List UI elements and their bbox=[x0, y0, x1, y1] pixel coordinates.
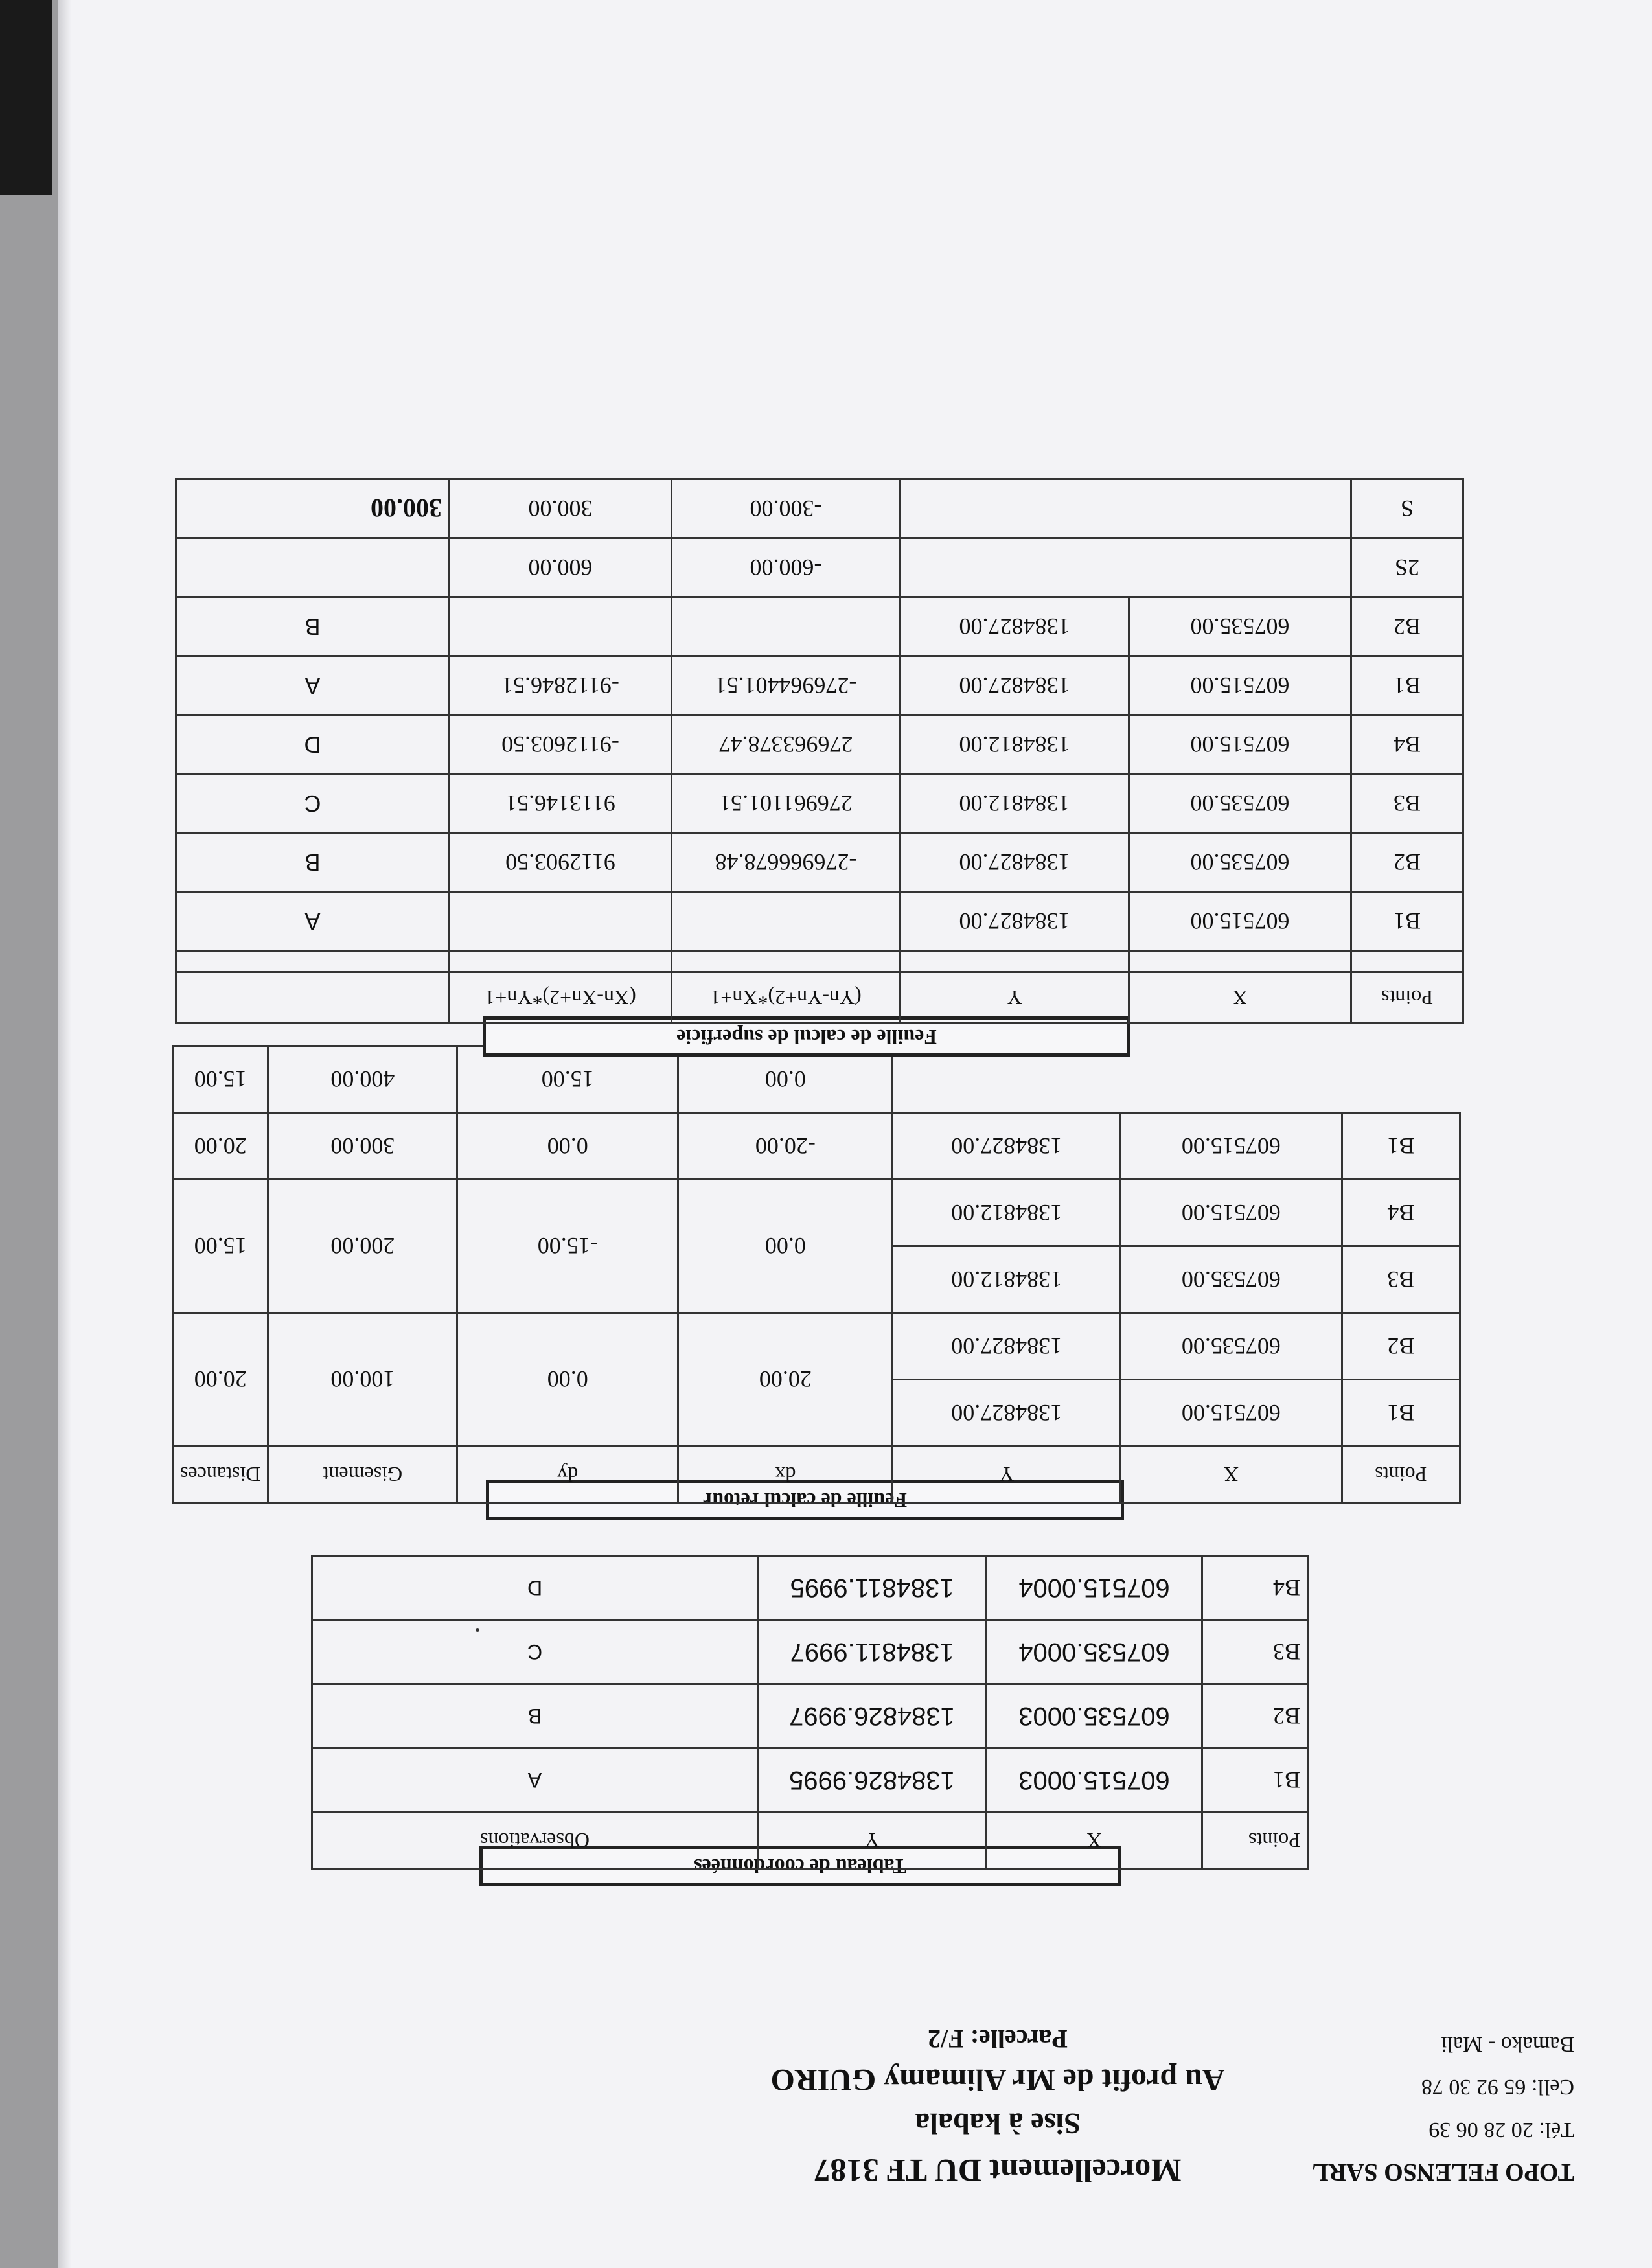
cell-point: B2 bbox=[1351, 833, 1463, 892]
cell-dy: 15.00 bbox=[457, 1046, 678, 1113]
cell-gisement: 400.00 bbox=[268, 1046, 457, 1113]
cell-y: 1384826.9995 bbox=[758, 1748, 987, 1813]
cell-obs: D bbox=[176, 715, 450, 774]
retour-table bbox=[172, 1045, 1461, 1504]
table-row bbox=[173, 1380, 1460, 1447]
cell-point: B1 bbox=[1202, 1748, 1308, 1813]
cell-point: B2 bbox=[1202, 1684, 1308, 1748]
cell-obs: A bbox=[176, 892, 450, 951]
table-row bbox=[312, 1684, 1308, 1748]
cell-obs: C bbox=[312, 1620, 758, 1684]
scanner-corner bbox=[0, 0, 52, 195]
cell-x: 607535.00 bbox=[1129, 774, 1351, 833]
blank-cell bbox=[1342, 1046, 1460, 1113]
table-row bbox=[176, 774, 1463, 833]
table-header-row bbox=[173, 1447, 1460, 1503]
cell-y: 1384811.9997 bbox=[758, 1620, 987, 1684]
cell-dx: 0.00 bbox=[678, 1180, 893, 1313]
cell-x: 607535.00 bbox=[1129, 833, 1351, 892]
cell-dx: -20.00 bbox=[678, 1113, 893, 1180]
col-header: X bbox=[987, 1813, 1202, 1869]
cell-label: 2S bbox=[1351, 538, 1463, 597]
cell-x: 607515.00 bbox=[1121, 1380, 1342, 1447]
area-total: 300.00 bbox=[176, 479, 450, 538]
cell-distance: 15.00 bbox=[173, 1180, 268, 1313]
cell-y: 1384812.00 bbox=[901, 715, 1129, 774]
cell-c1 bbox=[672, 597, 901, 656]
cell-y: 1384812.00 bbox=[893, 1246, 1121, 1313]
table-row bbox=[173, 1246, 1460, 1313]
cell-c1: 276963378.47 bbox=[672, 715, 901, 774]
cell-c1: -276966678.48 bbox=[672, 833, 901, 892]
cell-point: B1 bbox=[1342, 1380, 1460, 1447]
page-edge-shadow bbox=[58, 0, 71, 2268]
cell-point: B4 bbox=[1202, 1556, 1308, 1620]
col-header: (Yn-Yn+2)*Xn+1 bbox=[672, 972, 901, 1024]
cell-c1: -276964401.51 bbox=[672, 656, 901, 715]
cell-y: 1384827.00 bbox=[893, 1313, 1121, 1380]
cell-obs: B bbox=[176, 597, 450, 656]
cell-x: 607515.00 bbox=[1129, 892, 1351, 951]
col-header: Y bbox=[893, 1447, 1121, 1503]
cell-point: B3 bbox=[1351, 774, 1463, 833]
cell-x: 607535.00 bbox=[1121, 1246, 1342, 1313]
scanner-background bbox=[0, 0, 58, 2268]
cell-x: 607535.00 bbox=[1129, 597, 1351, 656]
table-row bbox=[176, 892, 1463, 951]
col-header-blank bbox=[176, 972, 450, 1024]
superficie-table bbox=[175, 478, 1464, 1024]
cell-x: 607515.00 bbox=[1129, 656, 1351, 715]
col-header: Y bbox=[901, 972, 1129, 1024]
cell-c2: -9112846.51 bbox=[450, 656, 672, 715]
cell-obs: B bbox=[312, 1684, 758, 1748]
document-parcel: Parcelle: F/2 bbox=[928, 2024, 1068, 2054]
table-row bbox=[312, 1556, 1308, 1620]
col-header: Points bbox=[1351, 972, 1463, 1024]
col-header: Observations bbox=[312, 1813, 758, 1869]
cell-point: B4 bbox=[1351, 715, 1463, 774]
blank-cell bbox=[901, 479, 1351, 538]
cell-point: B3 bbox=[1202, 1620, 1308, 1684]
cell-y: 1384812.00 bbox=[901, 774, 1129, 833]
table-header-row bbox=[312, 1813, 1308, 1869]
cell-point: B1 bbox=[1351, 892, 1463, 951]
blank-cell bbox=[901, 538, 1351, 597]
table-row bbox=[176, 833, 1463, 892]
cell-gisement: 200.00 bbox=[268, 1180, 457, 1313]
cell-obs: D bbox=[312, 1556, 758, 1620]
company-city: Bamako - Mali bbox=[1441, 2032, 1574, 2056]
cell-x: 607535.0003 bbox=[987, 1684, 1202, 1748]
col-header: Distances bbox=[173, 1447, 268, 1503]
cell-dx: 20.00 bbox=[678, 1313, 893, 1447]
table-row bbox=[176, 656, 1463, 715]
retour-title: Feuille de calcul retour bbox=[486, 1480, 1124, 1520]
document-location: Sise à kabala bbox=[915, 2107, 1081, 2140]
cell-y: 1384827.00 bbox=[901, 892, 1129, 951]
cell-dy: -15.00 bbox=[457, 1180, 678, 1313]
cell-gisement: 100.00 bbox=[268, 1313, 457, 1447]
cell-x: 607515.00 bbox=[1129, 715, 1351, 774]
cell-c2 bbox=[450, 597, 672, 656]
cell-c1 bbox=[672, 892, 901, 951]
cell-c2: 9112903.50 bbox=[450, 833, 672, 892]
coordinates-table bbox=[311, 1555, 1309, 1870]
cell-y: 1384812.00 bbox=[893, 1180, 1121, 1246]
table-row bbox=[312, 1620, 1308, 1684]
table-row bbox=[312, 1748, 1308, 1813]
cell-dy: 0.00 bbox=[457, 1113, 678, 1180]
sum-row-2s bbox=[176, 538, 1463, 597]
table-row bbox=[176, 597, 1463, 656]
cell-x: 607515.0003 bbox=[987, 1748, 1202, 1813]
cell-y: 1384827.00 bbox=[893, 1380, 1121, 1447]
cell-c2 bbox=[450, 892, 672, 951]
col-header: dy bbox=[457, 1447, 678, 1503]
cell-y: 1384826.9997 bbox=[758, 1684, 987, 1748]
cell-distance: 20.00 bbox=[173, 1113, 268, 1180]
table-row bbox=[173, 1113, 1460, 1180]
table-header-row bbox=[176, 972, 1463, 1024]
company-cell: Cell: 65 92 30 78 bbox=[1421, 2075, 1574, 2099]
document-heading bbox=[706, 2021, 1289, 2197]
cell-dy: 0.00 bbox=[457, 1313, 678, 1447]
cell-dx: 0.00 bbox=[678, 1046, 893, 1113]
cell-obs: A bbox=[312, 1748, 758, 1813]
cell-point: B1 bbox=[1342, 1113, 1460, 1180]
cell-c1: -600.00 bbox=[672, 538, 901, 597]
sum-row-s bbox=[176, 479, 1463, 538]
cell-y: 1384827.00 bbox=[901, 833, 1129, 892]
blank-cell bbox=[1121, 1046, 1342, 1113]
company-name: TOPO FELENSO SARL bbox=[1312, 2159, 1574, 2186]
document-title: Morcellement DU TF 3187 bbox=[814, 2153, 1182, 2189]
cell-x: 607535.00 bbox=[1121, 1313, 1342, 1380]
cell-c1: 276961101.51 bbox=[672, 774, 901, 833]
cell-obs: C bbox=[176, 774, 450, 833]
col-header: X bbox=[1121, 1447, 1342, 1503]
cell-label: S bbox=[1351, 479, 1463, 538]
cell-point: B1 bbox=[1351, 656, 1463, 715]
cell-c2: 300.00 bbox=[450, 479, 672, 538]
cell-distance: 20.00 bbox=[173, 1313, 268, 1447]
superficie-title: Feuille de calcul de superficie bbox=[483, 1016, 1130, 1057]
stray-mark bbox=[476, 1628, 479, 1632]
cell-c2: 600.00 bbox=[450, 538, 672, 597]
spacer-row bbox=[176, 951, 1463, 972]
table-row bbox=[176, 715, 1463, 774]
document-beneficiary: Au profit de Mr Alimamy GUIRO bbox=[770, 2063, 1225, 2097]
cell-x: 607515.00 bbox=[1121, 1113, 1342, 1180]
cell-c1: -300.00 bbox=[672, 479, 901, 538]
cell-point: B4 bbox=[1342, 1180, 1460, 1246]
cell-gisement: 300.00 bbox=[268, 1113, 457, 1180]
cell-y: 1384827.00 bbox=[901, 597, 1129, 656]
cell-obs: B bbox=[176, 833, 450, 892]
cell-c2: -9112603.50 bbox=[450, 715, 672, 774]
cell-x: 607515.0004 bbox=[987, 1556, 1202, 1620]
col-header: (Xn-Xn+2)*Yn+1 bbox=[450, 972, 672, 1024]
cell-point: B2 bbox=[1351, 597, 1463, 656]
cell-point: B2 bbox=[1342, 1313, 1460, 1380]
col-header: Y bbox=[758, 1813, 987, 1869]
col-header: Points bbox=[1202, 1813, 1308, 1869]
cell-x: 607535.0004 bbox=[987, 1620, 1202, 1684]
cell-point: B3 bbox=[1342, 1246, 1460, 1313]
blank-cell bbox=[176, 538, 450, 597]
coordinates-title: Tableau de coordonnées bbox=[479, 1846, 1121, 1886]
col-header: Points bbox=[1342, 1447, 1460, 1503]
cell-x: 607515.00 bbox=[1121, 1180, 1342, 1246]
cell-y: 1384811.9995 bbox=[758, 1556, 987, 1620]
col-header: X bbox=[1129, 972, 1351, 1024]
cell-y: 1384827.00 bbox=[901, 656, 1129, 715]
company-tel: Tél: 20 28 06 39 bbox=[1428, 2118, 1574, 2142]
col-header: Gisement bbox=[268, 1447, 457, 1503]
cell-obs: A bbox=[176, 656, 450, 715]
cell-c2: 911314​6.51 bbox=[450, 774, 672, 833]
col-header: dx bbox=[678, 1447, 893, 1503]
cell-y: 1384827.00 bbox=[893, 1113, 1121, 1180]
cell-distance: 15.00 bbox=[173, 1046, 268, 1113]
